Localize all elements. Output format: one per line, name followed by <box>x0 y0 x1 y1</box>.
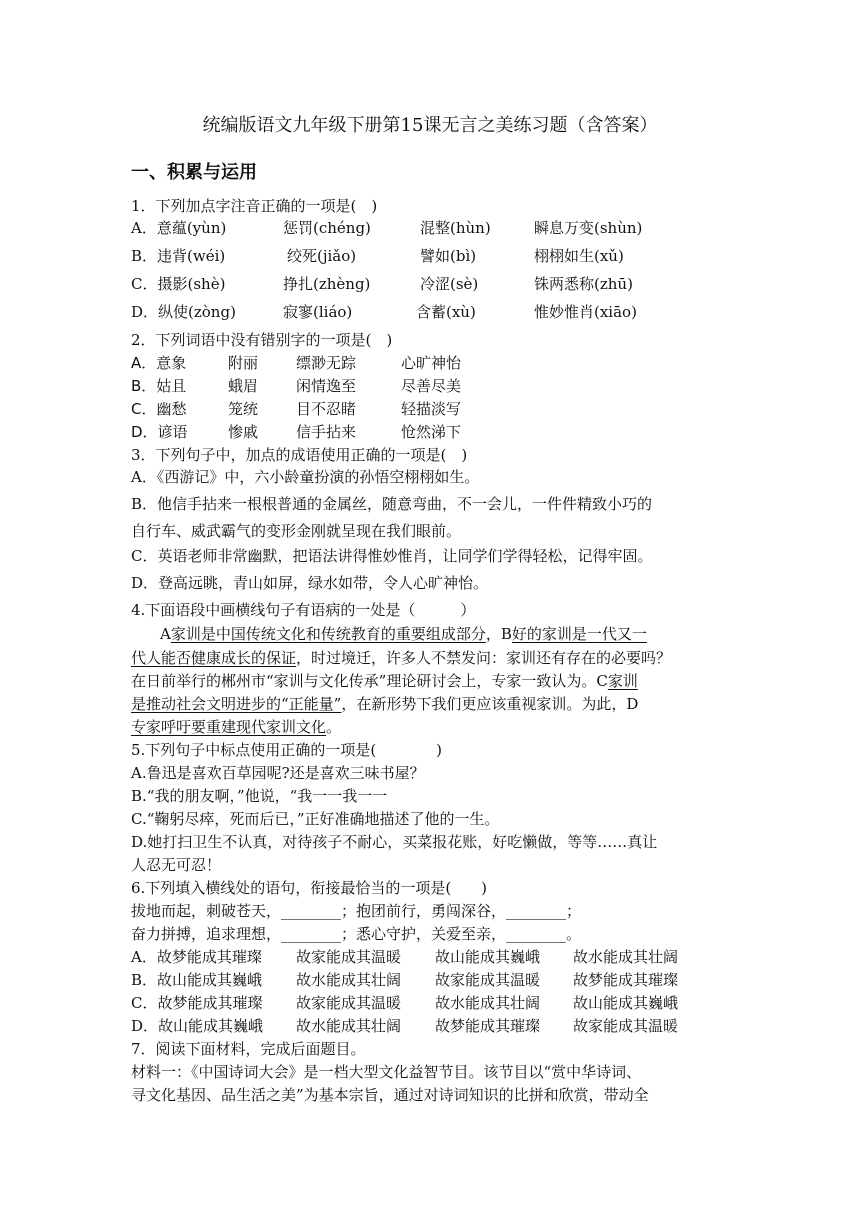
q6-a-4: 故水能成其壮阔 <box>573 948 679 966</box>
q6-c-4: 故山能成其巍峨 <box>573 994 679 1012</box>
q6-a-2: 故家能成其温暖 <box>296 948 402 966</box>
q6-a-1: A．故梦能成其璀璨 <box>131 948 262 966</box>
q1-b-3: 譬如(bì) <box>420 247 477 265</box>
q4-passage-line5 <box>131 717 341 737</box>
q5-option-d-line1: D.她打扫卫生不认真，对待孩子不耐心，买菜报花账，好吃懒做，等等……真让 <box>131 833 658 851</box>
q2-d-3: 信手拈来 <box>296 423 357 441</box>
q6-a-3: 故山能成其巍峨 <box>435 948 541 966</box>
q1-c-1: C．摄影(shè) <box>131 275 226 293</box>
q4-sentence-d: 专家呼吁要重建现代家训文化 <box>131 718 327 736</box>
q6-d-1: D．故山能成其巍峨 <box>131 1017 264 1035</box>
q2-b-2: 蛾眉 <box>228 377 259 395</box>
q2-d-4: 怆然涕下 <box>401 423 462 441</box>
q1-d-3: 含蓄(xù) <box>416 303 476 321</box>
q1-a-1: A．意蕴(yùn) <box>131 219 227 237</box>
q1-b-2: 绞死(jiǎo) <box>287 247 357 265</box>
q6-c-1: C．故梦能成其璀璨 <box>131 994 263 1012</box>
q4-period: 。 <box>326 718 342 736</box>
page-title: 统编版语文九年级下册第15课无言之美练习题（含答案） <box>202 115 658 136</box>
q5-option-b: B.“我的朋友啊，”他说，“我一一我一一 <box>131 787 388 805</box>
question-1-stem: 1．下列加点字注音正确的一项是( ) <box>131 197 378 215</box>
q2-b-4: 尽善尽美 <box>401 377 462 395</box>
q2-d-1: D．谚语 <box>131 423 188 441</box>
q1-a-3: 混整(hùn) <box>420 219 491 237</box>
q6-d-3: 故梦能成其璀璨 <box>435 1017 541 1035</box>
q2-a-4: 心旷神怡 <box>401 354 462 372</box>
q1-d-1: D．纵使(zòng) <box>131 303 236 321</box>
q6-blank-line2: 奋力拼搏，追求理想，________；悉心守护，关爱至亲，________。 <box>131 925 582 943</box>
question-2-stem: 2．下列词语中没有错别字的一项是( ) <box>131 331 393 349</box>
q1-b-4: 栩栩如生(xǔ) <box>534 247 624 265</box>
question-4-stem: 4.下面语段中画横线句子有语病的一处是（ ） <box>131 601 476 619</box>
q6-d-2: 故水能成其壮阔 <box>296 1017 402 1035</box>
q4-text-2: ，时过境迁，许多人不禁发问：家训还有存在的必要吗？ <box>296 649 672 667</box>
q6-b-4: 故梦能成其璀璨 <box>573 971 679 989</box>
q3-option-a: A．《西游记》中，六小龄童扮演的孙悟空栩栩如生。 <box>131 468 480 486</box>
q7-material-line2: 寻文化基因、品生活之美”为基本宗旨，通过对诗词知识的比拼和欣赏，带动全 <box>131 1086 649 1104</box>
q5-option-c: C.“鞠躬尽瘁，死而后已，”正好准确地描述了他的一生。 <box>131 810 500 828</box>
section-heading: 一、积累与运用 <box>131 162 257 183</box>
q4-passage-line3 <box>131 671 638 691</box>
q7-material-line1: 材料一：《中国诗词大会》是一档大型文化益智节目。该节目以“赏中华诗词、 <box>131 1063 642 1081</box>
q1-c-2: 挣扎(zhèng) <box>283 275 371 293</box>
q2-a-1: A．意象 <box>131 354 187 372</box>
question-7-stem: 7．阅读下面材料，完成后面题目。 <box>131 1040 366 1058</box>
q3-option-b-line2: 自行车、威武霸气的变形金刚就呈现在我们眼前。 <box>131 522 462 540</box>
q2-b-1: B．姑且 <box>131 377 187 395</box>
q4-marker-a: A <box>160 625 171 643</box>
q5-option-d-line2: 人忍无可忍！ <box>131 856 222 874</box>
q3-option-b-line1: B．他信手拈来一根根普通的金属丝，随意弯曲，不一会儿，一件件精致小巧的 <box>131 495 653 513</box>
q1-c-4: 铢两悉称(zhū) <box>534 275 633 293</box>
q6-blank-line1: 拔地而起，刺破苍天，________；抱团前行，勇闯深谷，________； <box>131 902 582 920</box>
q5-option-a: A.鲁迅是喜欢百草园呢?还是喜欢三味书屋？ <box>131 764 425 782</box>
q3-option-c: C．英语老师非常幽默，把语法讲得惟妙惟肖，让同学们学得轻松，记得牢固。 <box>131 547 653 565</box>
q2-a-3: 缥渺无踪 <box>296 354 357 372</box>
q4-passage-line1 <box>160 624 647 644</box>
q3-option-d: D．登高远眺，青山如屏，绿水如带，令人心旷神怡。 <box>131 574 489 592</box>
q4-marker-b: ，B <box>485 625 512 643</box>
q2-b-3: 闲情逸至 <box>296 377 357 395</box>
q1-a-4: 瞬息万变(shùn) <box>534 219 643 237</box>
q2-a-2: 附丽 <box>228 354 259 372</box>
q6-c-2: 故家能成其温暖 <box>296 994 402 1012</box>
q4-sentence-b-part2: 代人能否健康成长的保证 <box>131 649 297 667</box>
q4-sentence-c-part2: 是推动社会文明进步的“正能量” <box>131 695 342 713</box>
q1-b-1: B．违背(wéi) <box>131 247 226 265</box>
q6-b-2: 故水能成其壮阔 <box>296 971 402 989</box>
q4-sentence-a: 家训是中国传统文化和传统教育的重要组成部分 <box>170 625 486 643</box>
q1-d-2: 寂寥(liáo) <box>283 303 353 321</box>
q4-text-4: ，在新形势下我们更应该重视家训。为此，D <box>341 695 639 713</box>
q2-c-4: 轻描淡写 <box>401 400 462 418</box>
question-5-stem: 5.下列句子中标点使用正确的一项是( ) <box>131 741 443 759</box>
q1-d-4: 惟妙惟肖(xiāo) <box>534 303 637 321</box>
q1-a-2: 惩罚(chéng) <box>283 219 371 237</box>
q2-d-2: 惨戚 <box>228 423 259 441</box>
q6-b-3: 故家能成其温暖 <box>435 971 541 989</box>
question-6-stem: 6.下列填入横线处的语句，衔接最恰当的一项是( ) <box>131 879 488 897</box>
q2-c-1: C．幽愁 <box>131 400 187 418</box>
q2-c-2: 笼统 <box>228 400 259 418</box>
q6-b-1: B．故山能成其巍峨 <box>131 971 263 989</box>
q4-text-3: 在日前举行的郴州市“家训与文化传承”理论研讨会上，专家一致认为。C <box>131 672 608 690</box>
q6-d-4: 故家能成其温暖 <box>573 1017 679 1035</box>
q4-passage-line4 <box>131 694 638 714</box>
q6-c-3: 故水能成其壮阔 <box>435 994 541 1012</box>
q4-sentence-c-part1: 家训 <box>607 672 638 690</box>
q4-sentence-b-part1: 好的家训是一代又一 <box>511 625 647 643</box>
question-3-stem: 3．下列句子中，加点的成语使用正确的一项是( ) <box>131 446 468 464</box>
q4-passage-line2 <box>131 648 671 668</box>
q1-c-3: 冷涩(sè) <box>420 275 479 293</box>
q2-c-3: 目不忍睹 <box>296 400 357 418</box>
